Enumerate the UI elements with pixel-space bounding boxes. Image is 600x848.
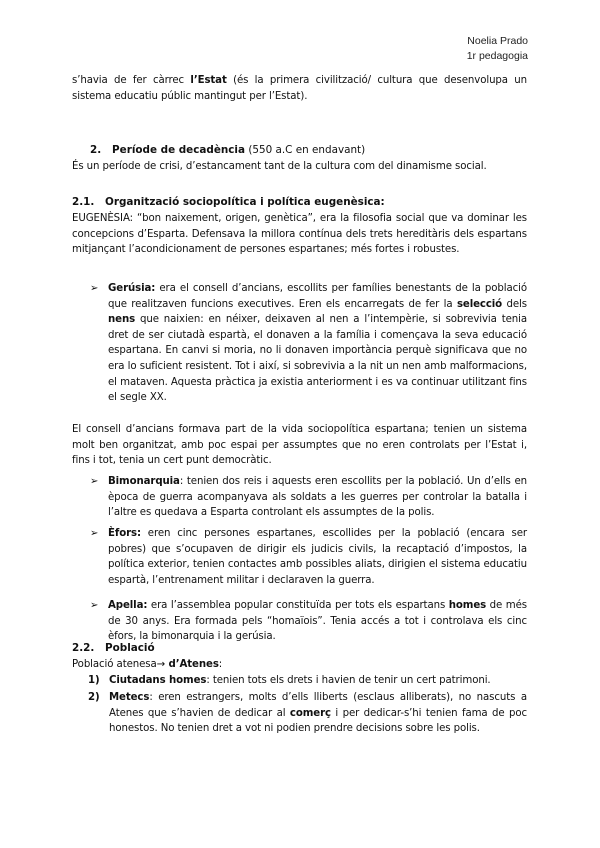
term-gerusia: Gerúsia: — [108, 283, 156, 294]
apella-bold: homes — [448, 600, 487, 611]
bullet-arrow-icon: ➢ — [90, 528, 99, 539]
numbered-item-1 — [88, 673, 527, 689]
gerusia-bold-2: nens — [108, 314, 136, 326]
apella-text-2: de més de 30 anys. Era formada pels “homaïois”. Tenia accés a tot i controlava els cinc èfors, la bimonarquia i la gerúsia. — [108, 600, 527, 643]
intro-bold: l’Estat — [190, 75, 227, 86]
section-2-title: Període de decadència — [112, 144, 246, 156]
term-ciutadans: Ciutadans homes — [109, 675, 207, 686]
section-2-2-heading — [72, 641, 527, 657]
gerusia-bold-1: selecció — [456, 298, 503, 310]
intro-paragraph — [72, 73, 527, 104]
apella-text: era l’assemblea popular constituïda per tots els espartans — [147, 600, 449, 611]
item-1-number: 1) — [88, 675, 100, 686]
section-2-number: 2. — [90, 144, 102, 156]
gerusia-text-3: que naixien: en néixer, deixaven al nen a l’intempèrie, si sobrevivia tenia dret de ser ciutadà espartà, el donaven a la família i començava la seva educació espartana. En canvi si moria, no li donaven importància perquè significava que no era lo suficient resistent. Tot i així, si sobrevivia a la nit un nen amb malformacions, el mataven. Aquesta pràctica ja existia anteriorment i es va continuar utilitzant fins el segle XX. — [108, 314, 527, 404]
section-2-1-number: 2.1. — [72, 196, 95, 208]
term-apella: Apella: — [108, 600, 148, 611]
population-intro-text: Població atenesa — [72, 659, 157, 670]
bullet-arrow-icon: ➢ — [90, 600, 99, 611]
gerusia-text: era el consell d’ancians, escollits per famílies benestants de la població que realitzaven funcions executives. Eren els encarregats de fer la — [108, 283, 527, 310]
section-2-2-number: 2.2. — [72, 642, 95, 654]
section-2-date: (550 a.C en endavant) — [245, 144, 366, 156]
numbered-item-2 — [88, 690, 527, 737]
arrow-icon: → — [156, 659, 166, 670]
intro-text-end: (és la primera civilització/ cultura que desenvolupa un sistema educatiu públic mantingut per l’Estat). — [72, 75, 527, 102]
bullet-arrow-icon: ➢ — [90, 283, 99, 294]
bullet-arrow-icon: ➢ — [90, 476, 99, 487]
section-2-1-heading — [72, 195, 527, 211]
section-2-2-title: Població — [105, 642, 155, 654]
list-item-bimonarquia — [90, 474, 527, 521]
population-intro — [72, 657, 527, 673]
gerusia-text-2: dels — [502, 298, 527, 310]
course-name: 1r pedagogia — [466, 50, 528, 62]
bimonarquia-text: : tenien dos reis i aquests eren escollits per la població. Un d’ells en època de guerra acompanyava als soldats a les guerres per controlar la batalla i l’altre es quedava a Esparta controlant els assumptes de la polis. — [108, 476, 527, 519]
term-efors: Èfors: — [108, 528, 141, 539]
eugenesia-paragraph: EUGENÈSIA: “bon naixement, origen, genètica”, era la filosofia social que va dominar les concepcions d’Esparta. Defensava la millora contínua dels trets hereditàris dels espartans mitjançant l’acondicionament de persones espartanes; més fortes i robustes. — [72, 213, 527, 256]
term-metecs: Metecs — [109, 692, 150, 703]
efors-text: eren cinc persones espartanes, escollides per la població (encara ser pobres) que s’ocupaven de dirigir els judicis civils, la recaptació d’impostos, la política exterior, tenien contactes amb possibles aliats, dirigien el sistema educatiu espartà, l’entrenament militar i declaraven la guerra. — [108, 528, 527, 586]
list-item-gerusia — [90, 281, 527, 406]
population-intro-colon: : — [218, 659, 223, 670]
item-2-text: : eren estrangers, molts d’ells lliberts (esclaus alliberats), no nascuts a Atenes que s’havien de dedicar al — [109, 692, 527, 719]
list-item-apella — [90, 598, 527, 645]
section-2-heading — [90, 143, 365, 159]
item-2-text-2: i per dedicar-s’hi tenien fama de poc honestos. No tenien dret a vot ni podien prendre decisions sobre les polis. — [109, 707, 527, 735]
item-2-bold: comerç — [289, 707, 331, 719]
author-name: Noelia Prado — [467, 35, 528, 47]
item-1-text: : tenien tots els drets i havien de tenir un cert patrimoni. — [206, 675, 491, 686]
list-item-efors — [90, 526, 527, 588]
section-2-1-title: Organització sociopolítica i política eugenèsica: — [105, 196, 385, 208]
population-intro-bold: d’Atenes — [165, 659, 219, 670]
page-header — [467, 34, 528, 64]
term-bimonarquia: Bimonarquia — [108, 476, 180, 487]
item-2-number: 2) — [88, 692, 100, 703]
section-2-text: És un període de crisi, d’estancament tant de la cultura com del dinamisme social. — [72, 161, 487, 172]
council-paragraph: El consell d’ancians formava part de la vida sociopolítica espartana; tenien un sistema molt ben organitzat, amb poc espai per assumptes que no eren controlats per l’Estat i, fins i tot, tenia un cert punt democràtic. — [72, 424, 527, 467]
intro-text: s’havia de fer càrrec — [72, 75, 191, 86]
